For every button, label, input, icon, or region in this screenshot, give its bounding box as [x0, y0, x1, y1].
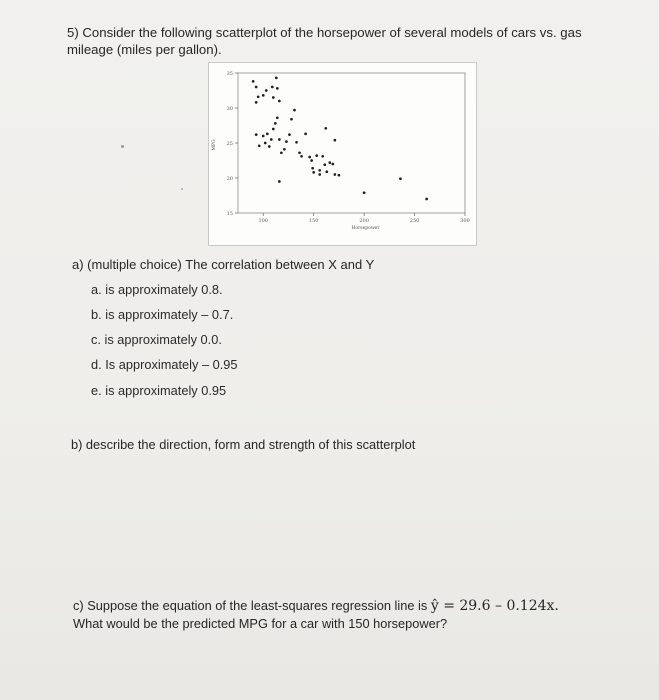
y-tick-label: 20: [226, 176, 233, 182]
data-point: [257, 95, 260, 98]
y-tick-label: 25: [226, 141, 233, 147]
data-point: [338, 174, 341, 177]
plot-area-border: [238, 73, 465, 213]
data-point: [262, 135, 265, 138]
x-axis-label: Horsepower: [351, 226, 380, 231]
scatterplot-svg: [209, 63, 476, 245]
x-tick-label: 300: [460, 218, 470, 224]
data-point: [276, 116, 279, 119]
data-point: [310, 159, 313, 162]
data-point: [293, 109, 296, 112]
data-point: [272, 96, 275, 99]
data-point: [258, 144, 261, 147]
x-tick-label: 200: [359, 218, 369, 224]
data-point: [312, 171, 315, 174]
data-point: [278, 138, 281, 141]
data-point: [255, 86, 258, 89]
regression-equation: ŷ = 29.6 – 0.124x.: [430, 598, 559, 614]
choice-e: e. is approximately 0.95: [91, 383, 227, 398]
pencil-mark: [181, 188, 183, 190]
data-point: [425, 198, 428, 201]
data-point: [318, 169, 321, 172]
data-point: [252, 80, 255, 83]
data-point: [318, 173, 321, 176]
data-point: [315, 154, 318, 157]
data-point: [290, 118, 293, 121]
data-point: [334, 139, 337, 142]
data-point: [274, 122, 277, 125]
part-c-line-1: c) Suppose the equation of the least-squares regression line is: [73, 598, 428, 613]
data-point: [268, 145, 271, 148]
data-point: [325, 170, 328, 173]
data-point: [270, 138, 273, 141]
data-point: [331, 163, 334, 166]
choice-d: d. Is approximately – 0.95: [91, 357, 238, 372]
part-b-text: b) describe the direction, form and strength of this scatterplot: [71, 437, 416, 452]
data-point: [266, 133, 269, 136]
data-point: [265, 89, 268, 92]
data-point: [399, 177, 402, 180]
data-point: [271, 86, 274, 89]
data-point: [363, 191, 366, 194]
pencil-mark: [121, 145, 124, 148]
question-line-2: mileage (miles per gallon).: [67, 42, 222, 57]
x-tick-label: 150: [308, 218, 319, 224]
part-a-prompt: a) (multiple choice) The correlation between X and Y: [72, 257, 375, 272]
data-point: [275, 77, 278, 80]
data-point: [298, 151, 301, 154]
choice-b: b. is approximately – 0.7.: [91, 307, 234, 322]
choice-a: a. is approximately 0.8.: [91, 282, 223, 297]
data-point: [278, 100, 281, 103]
data-point: [334, 173, 337, 176]
y-tick-label: 15: [226, 211, 233, 217]
y-axis-label: MPG: [212, 139, 217, 151]
scatterplot-figure: [208, 62, 477, 246]
data-point: [295, 141, 298, 144]
part-c-text: [73, 597, 633, 633]
y-tick-label: 30: [226, 106, 233, 112]
data-point: [278, 180, 281, 183]
x-tick-label: 100: [258, 218, 268, 224]
data-point: [321, 155, 324, 158]
data-point: [255, 101, 258, 104]
y-tick-label: 35: [226, 71, 233, 77]
part-c-line-2: What would be the predicted MPG for a car with 150 horsepower?: [73, 616, 448, 631]
data-point: [255, 133, 258, 136]
data-point: [264, 142, 267, 145]
question-line-1: 5) Consider the following scatterplot of the horsepower of several models of cars vs. gas: [67, 25, 582, 40]
data-point: [328, 161, 331, 164]
data-point: [280, 151, 283, 154]
data-point: [262, 94, 265, 97]
question-text: [67, 24, 627, 58]
data-point: [324, 127, 327, 130]
data-point: [276, 87, 279, 90]
data-point: [311, 167, 314, 170]
data-point: [323, 163, 326, 166]
data-point: [304, 133, 307, 136]
data-point: [300, 155, 303, 158]
data-point: [288, 133, 291, 136]
x-tick-label: 250: [409, 218, 420, 224]
data-point: [272, 128, 275, 131]
choice-c: c. is approximately 0.0.: [91, 332, 222, 347]
data-point: [283, 148, 286, 151]
data-point: [285, 140, 288, 143]
data-point: [308, 156, 311, 159]
